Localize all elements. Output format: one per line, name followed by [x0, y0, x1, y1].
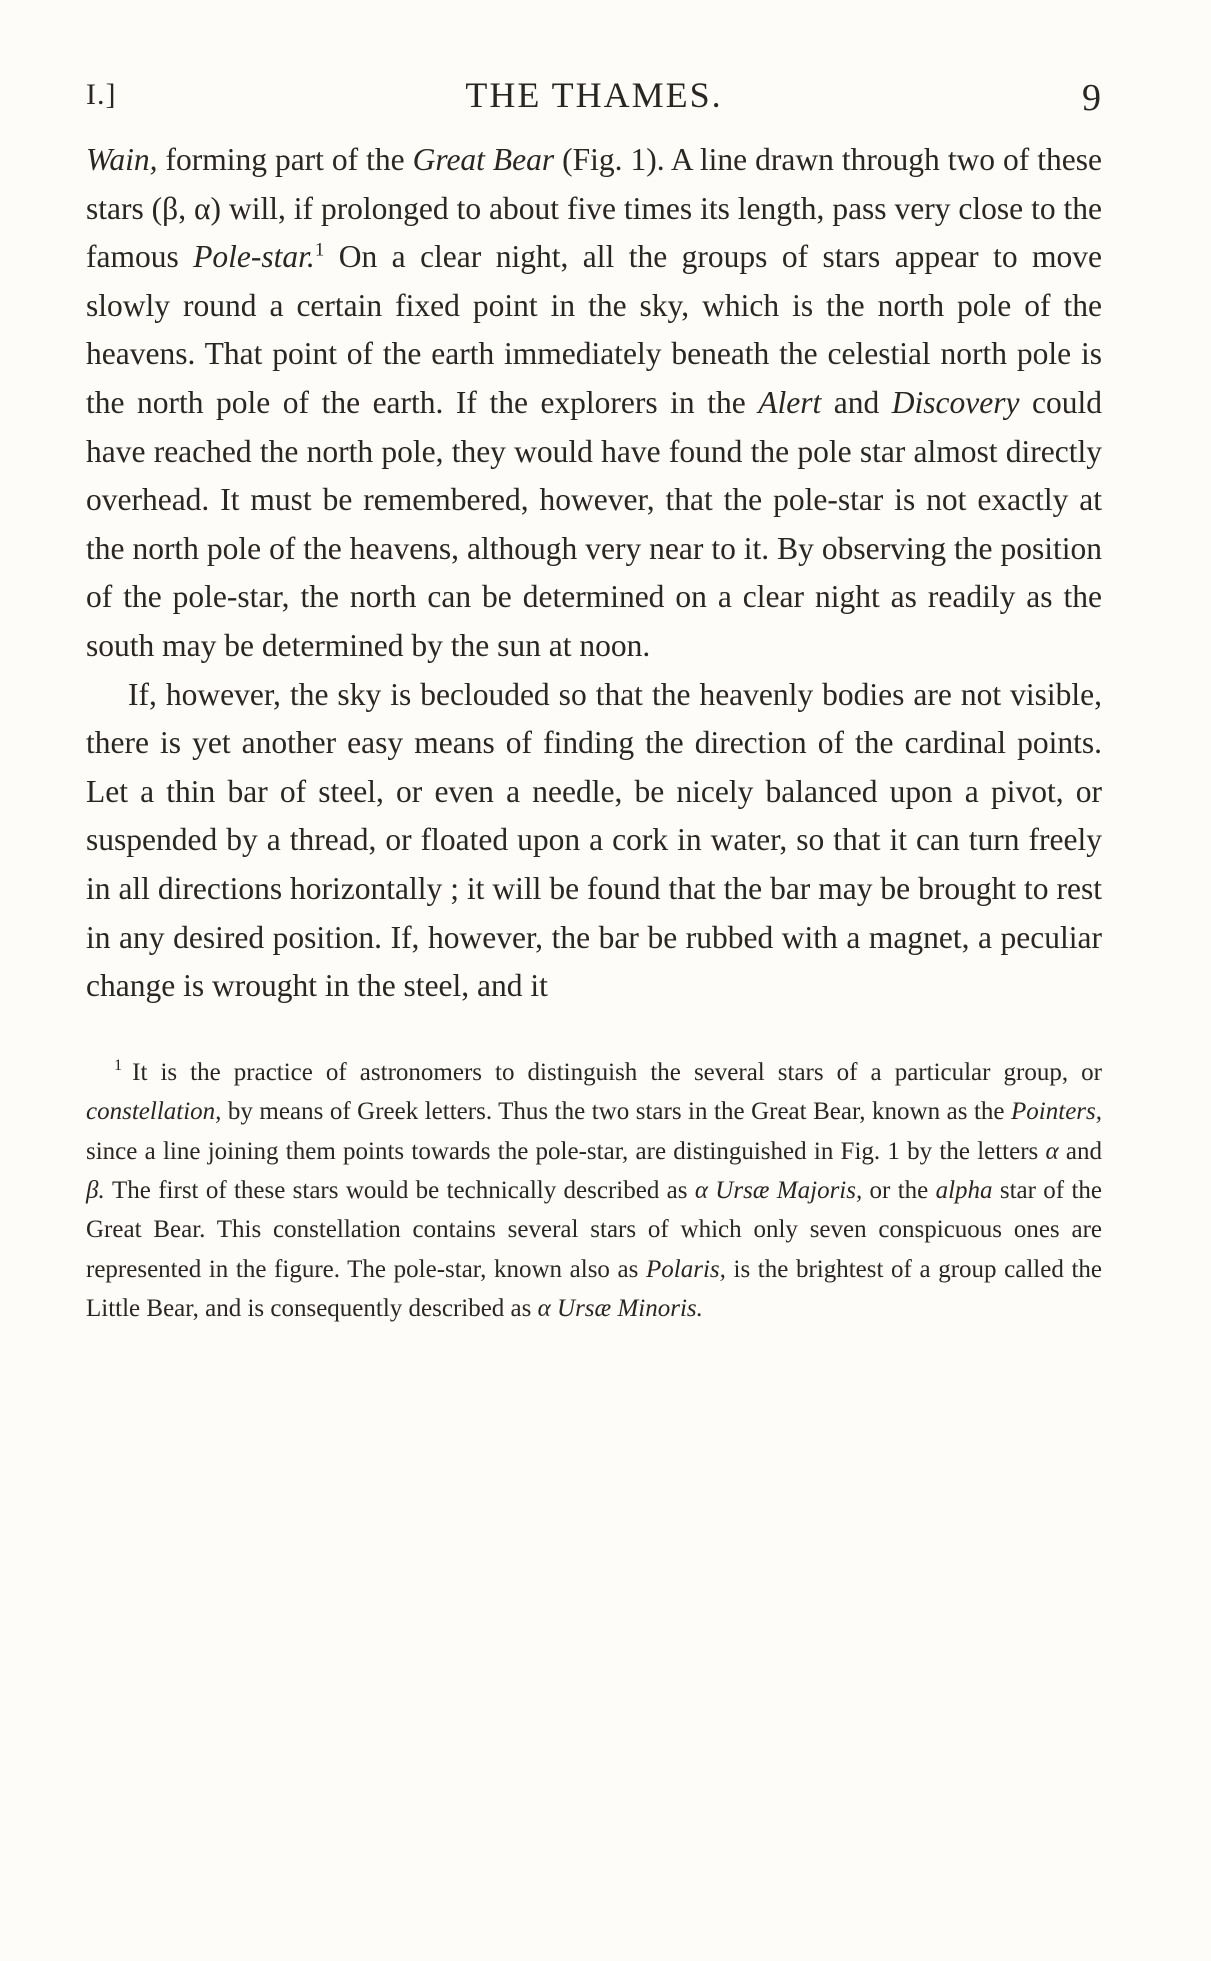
running-head: [86, 70, 1102, 124]
text-alert: Alert: [758, 384, 822, 420]
text-wain: Wain,: [86, 142, 158, 177]
text-italic: α: [1045, 1137, 1059, 1165]
chapter-mark: I.]: [86, 78, 117, 111]
text-italic: Ursæ Minoris.: [557, 1295, 703, 1323]
text-run: could have reached the north pole, they would have found the pole star almost directly overhead. It must be remembered, however, that the pole-star is not exactly at the north pole of the heavens, although very near to it. By observing the position of the pole-star, the north can be determined on a clear night as readily as the south may be determined by the sun at noon.: [86, 384, 1102, 663]
text-italic: constellation,: [86, 1098, 222, 1126]
footnote-ref: 1: [314, 239, 325, 261]
text-pole-star: Pole-star.: [193, 239, 315, 275]
paragraph-1: [86, 136, 1102, 671]
text-great-bear: Great Bear: [412, 142, 555, 177]
footnote: [86, 1053, 1102, 1329]
text-run: star of the Great Bear. This constellation contains several stars of which only seven conspicuous ones are represented in the figure. The pole-star, known also as: [86, 1176, 1102, 1283]
text-italic: Ursæ Majoris,: [715, 1176, 863, 1204]
text-italic: β.: [86, 1176, 105, 1204]
text-italic: alpha: [935, 1176, 993, 1204]
text-run: and: [1058, 1137, 1102, 1165]
text-run: since a line joining them points towards the pole-star, are distinguished in Fig. 1 by the letters: [86, 1137, 1046, 1165]
text-italic: Polaris,: [646, 1255, 726, 1283]
running-title: THE THAMES.: [465, 75, 723, 115]
text-run: On a clear night, all the groups of stars appear to move slowly round a certain fixed point in the sky, which is the north pole of the heavens. That point of the earth immediately beneath the celestial north pole is the north pole of the earth. If the explorers in the: [86, 239, 1103, 420]
footnote-mark: 1: [114, 1056, 123, 1075]
text-italic: α: [537, 1295, 551, 1323]
paragraph-2: If, however, the sky is beclouded so that the heavenly bodies are not visible, there is yet another easy means of finding the direction of the cardinal points. Let a thin bar of steel, or even a needle, be nicely balanced upon a pivot, or suspended by a thread, or floated upon a cork in water, so that it can turn freely in all directions horizontally ; it will be found that the bar may be brought to rest in any desired position. If, however, the bar be rubbed with a magnet, a peculiar change is wrought in the steel, and it: [86, 676, 1102, 1004]
text-run: or the: [862, 1176, 936, 1204]
text-discovery: Discovery: [891, 384, 1020, 420]
footnote-1: [86, 1053, 1102, 1329]
text-italic: Pointers,: [1011, 1098, 1102, 1126]
page-number: 9: [1082, 77, 1102, 119]
text-run: (Fig. 1). A line drawn through two of these stars (β, α) will, if prolonged to about five times its length, pass very close to the famous: [86, 142, 1102, 275]
text-run: is the brightest of a group called the Little Bear, and is consequently described as: [86, 1255, 1102, 1323]
book-page: [86, 70, 1102, 1329]
text-run: The first of these stars would be technically described as: [104, 1176, 695, 1204]
text-italic: α: [694, 1176, 708, 1204]
text-run: forming part of the: [157, 142, 413, 177]
body-text: [86, 136, 1102, 1011]
text-run: by means of Greek letters. Thus the two stars in the Great Bear, known as the: [221, 1098, 1012, 1126]
text-run: It is the practice of astronomers to distinguish the several stars of a particular group, or: [132, 1058, 1102, 1086]
text-run: and: [821, 384, 892, 420]
